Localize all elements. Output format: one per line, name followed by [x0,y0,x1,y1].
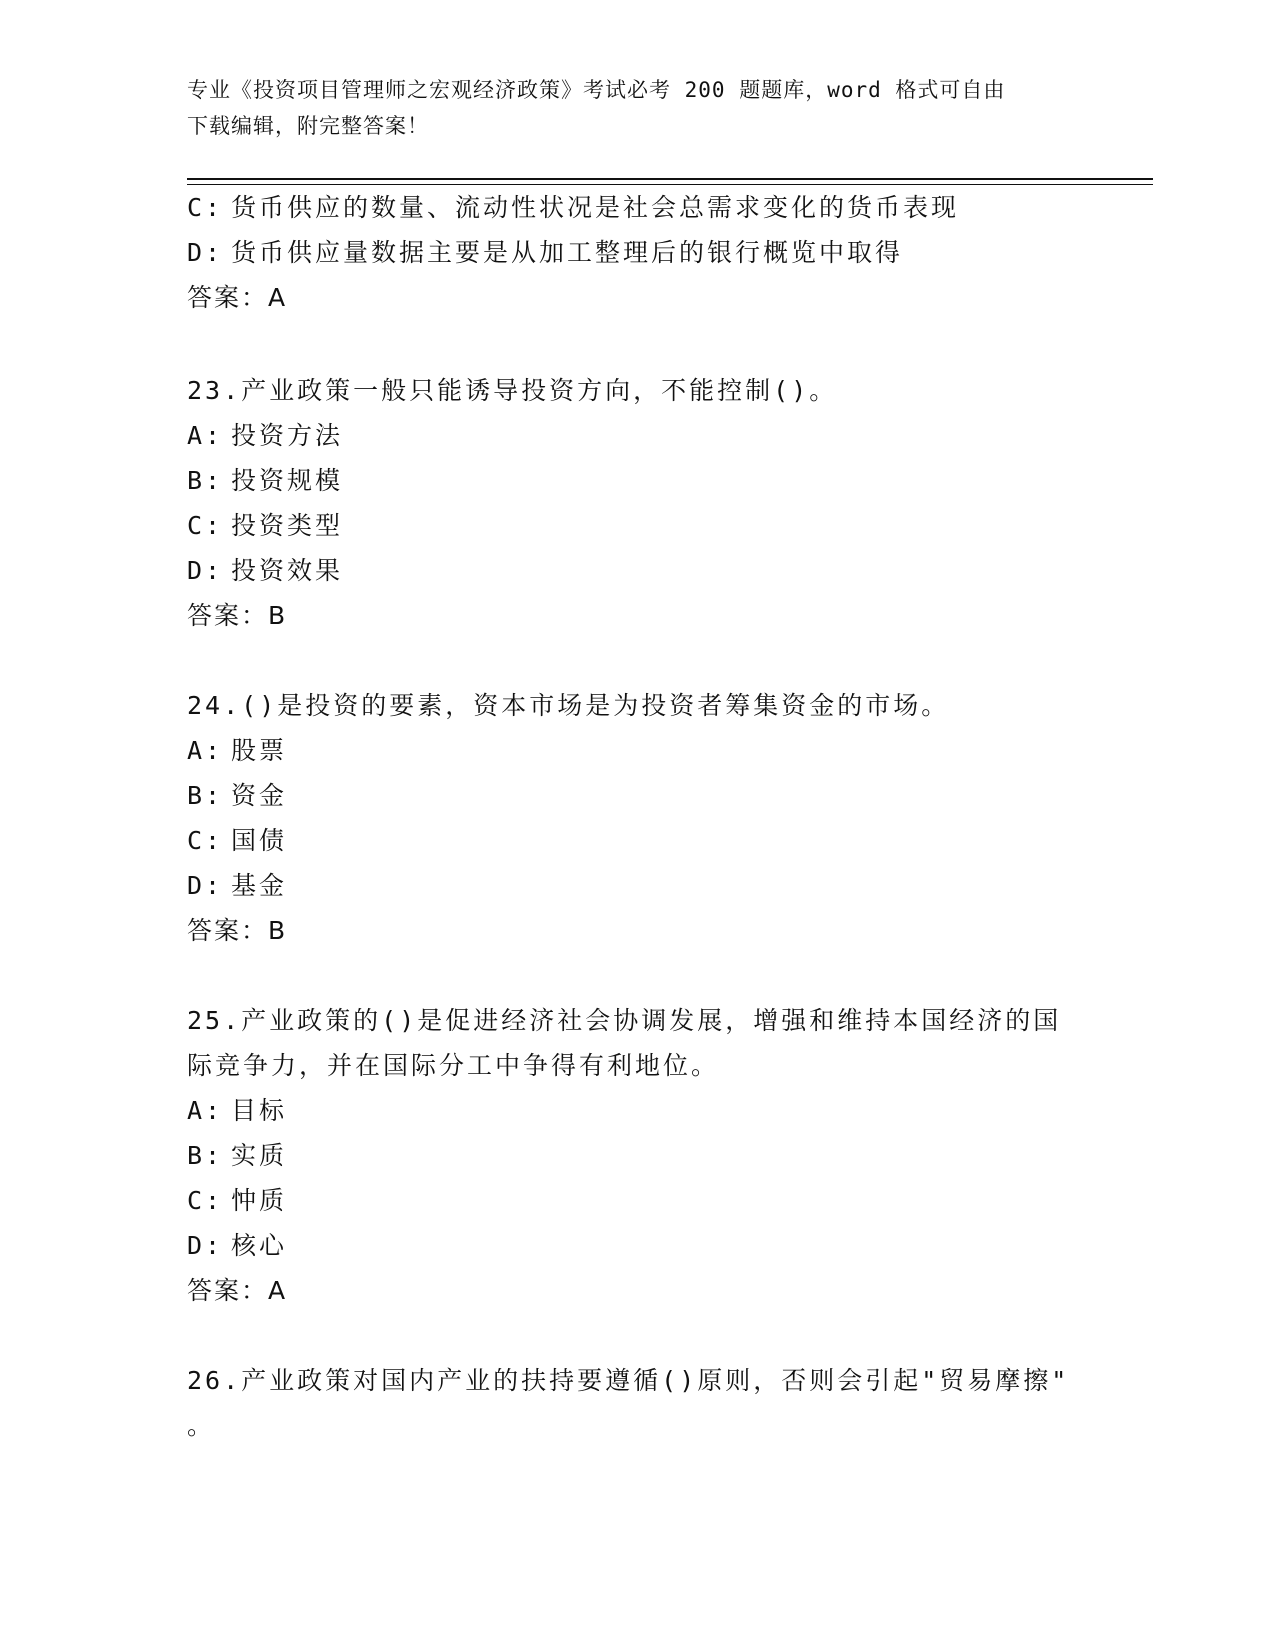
header-line-2: 下载编辑，附完整答案！ [187,114,429,138]
q26-question-line-1: 26.产业政策对国内产业的扶持要遵循()原则，否则会引起"贸易摩擦" [187,1366,1070,1395]
q25-option-c: C: 忡质 [187,1186,288,1215]
q23-option-b: B: 投资规模 [187,466,344,495]
q25-option-d: D: 核心 [187,1231,288,1260]
q25-option-a: A: 目标 [187,1096,288,1125]
q26-question-line-2: 。 [187,1411,216,1440]
q24-option-a: A: 股票 [187,736,288,765]
q25-answer: 答案：A [187,1276,288,1305]
q23-answer: 答案：B [187,601,288,630]
q22-option-c: C: 货币供应的数量、流动性状况是社会总需求变化的货币表现 [187,193,960,222]
q23-option-c: C: 投资类型 [187,511,344,540]
q24-question: 24.()是投资的要素，资本市场是为投资者筹集资金的市场。 [187,691,950,720]
q24-option-b: B: 资金 [187,781,288,810]
document-header [187,72,1067,144]
q25-option-b: B: 实质 [187,1141,288,1170]
header-divider-thin [187,184,1153,185]
q25-question-line-2: 际竞争力，并在国际分工中争得有利地位。 [187,1051,720,1080]
q23-option-a: A: 投资方法 [187,421,344,450]
q24-answer: 答案：B [187,916,288,945]
q23-option-d: D: 投资效果 [187,556,344,585]
header-divider-thick [187,178,1153,180]
q24-option-c: C: 国债 [187,826,288,855]
q24-option-d: D: 基金 [187,871,288,900]
q22-answer: 答案：A [187,283,288,312]
q23-question: 23.产业政策一般只能诱导投资方向，不能控制()。 [187,376,838,405]
q22-option-d: D: 货币供应量数据主要是从加工整理后的银行概览中取得 [187,238,904,267]
header-line-1: 专业《投资项目管理师之宏观经济政策》考试必考 200 题题库，word 格式可自由 [187,78,1006,102]
q25-question-line-1: 25.产业政策的()是促进经济社会协调发展，增强和维持本国经济的国 [187,1006,1062,1035]
